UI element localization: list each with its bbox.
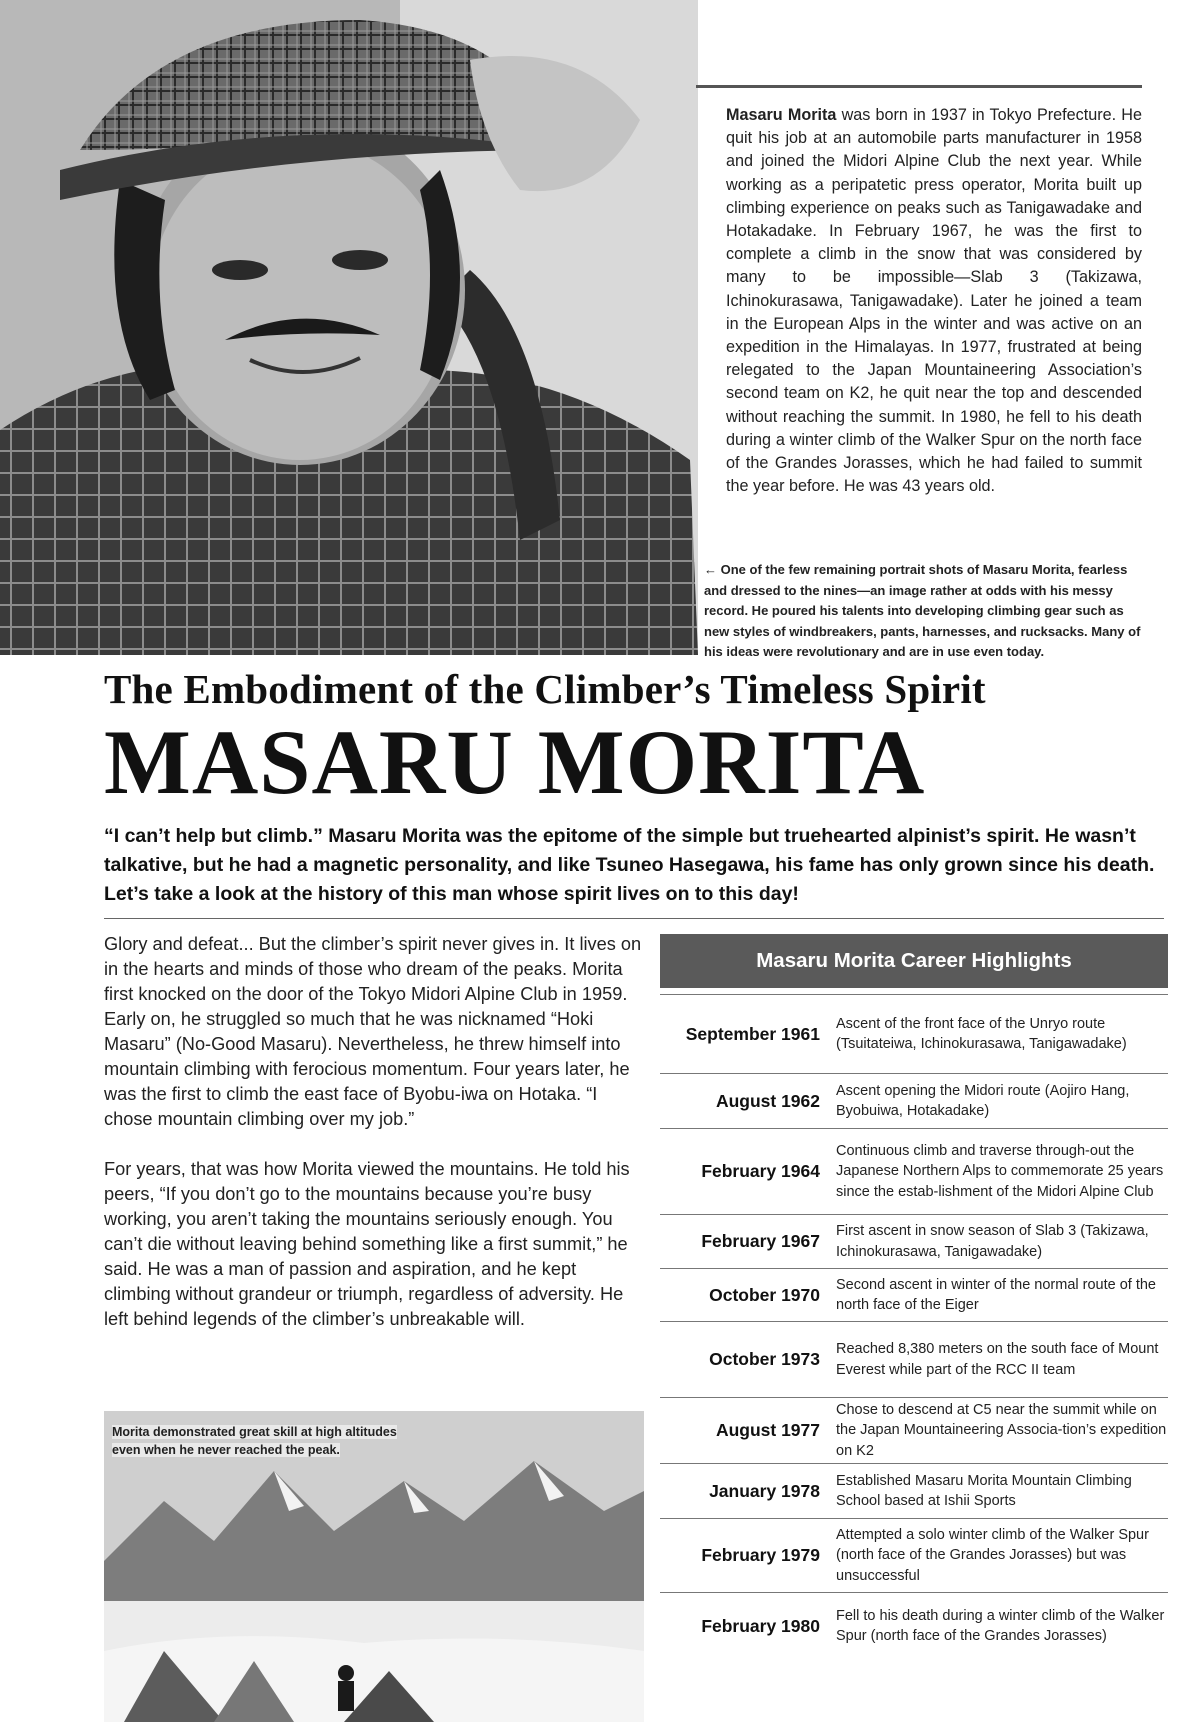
body-paragraph-1: Glory and defeat... But the climber’s spirit never gives in. It lives on in the hearts and minds of those who dream of the peaks. Morita first knocked on the door of the Tokyo Midori Alpine Club in 1959. Early on, he struggled so much that he was nicknamed “Hoki Masaru” (No-Good Masaru). Nevertheless, he threw himself into mountain climbing with ferocious momentum. Four years later, he was the first to climb the east face of Byobu-iwa on Hotaka. “I chose mountain climbing over my job.” [104,934,642,1129]
career-description: Fell to his death during a winter climb of the Walker Spur (north face of the Grandes Jorasses) [836,1607,1165,1644]
career-row [660,1519,1168,1593]
career-description: Chose to descend at C5 near the summit while on the Japan Mountaineering Associa-tion’s expedition on K2 [836,1401,1167,1459]
page-title: MASARU MORITA [104,711,926,813]
portrait-illustration [0,0,698,655]
career-description: Established Masaru Morita Mountain Climbing School based at Ishii Sports [836,1472,1132,1509]
career-description: Attempted a solo winter climb of the Walker Spur (north face of the Grandes Jorasses) but was unsuccessful [836,1526,1149,1584]
bio-text [726,104,1142,498]
body-text [104,932,644,1357]
career-highlights-table [660,934,1168,1659]
subtitle: The Embodiment of the Climber’s Timeless Spirit [104,666,986,712]
career-description: First ascent in snow season of Slab 3 (Takizawa, Ichinokurasawa, Tanigawadake) [836,1223,1149,1260]
career-description: Reached 8,380 meters on the south face of Mount Everest while part of the RCC II team [836,1341,1159,1378]
career-date: August 1962 [715,1090,820,1111]
body-paragraph-2: For years, that was how Morita viewed the mountains. He told his peers, “If you don’t go to the mountains because you’re busy working, you aren’t taking the mountains seriously enough. You can’t die without leaving behind something like a first summit,” he said. He was a man of passion and aspiration, and he kept climbing without grandeur or triumph, regardless of adversity. He left behind legends of the climber’s unbreakable will. [104,1159,630,1329]
career-date: August 1977 [715,1420,820,1440]
career-description: Second ascent in winter of the normal route of the north face of the Eiger [836,1276,1156,1313]
portrait-photo [0,0,698,655]
lead-divider [104,918,1164,919]
bio-top-rule [696,85,1142,88]
career-description: Continuous climb and traverse through-out the Japanese Northern Alps to commemorate 25 years since the estab-lishment of the Midori Alpine Club [836,1142,1164,1200]
career-date: January 1978 [709,1480,820,1501]
career-date: October 1973 [709,1349,820,1369]
career-date: February 1980 [701,1615,820,1636]
career-row [660,1074,1168,1129]
bio-name: Masaru Morita [726,106,837,124]
career-row [660,1398,1168,1464]
career-date: February 1967 [701,1231,820,1251]
career-rows [660,994,1168,1659]
career-date: September 1961 [685,1023,820,1044]
career-row [660,1269,1168,1322]
career-description: Ascent opening the Midori route (Aojiro Hang, Byobuiwa, Hotakadake) [836,1082,1130,1119]
career-date: February 1964 [701,1161,820,1181]
career-header: Masaru Morita Career Highlights [660,934,1168,988]
bio-body: was born in 1937 in Tokyo Prefecture. He quit his job at an automobile parts manufacturer in 1958 and joined the Midori Alpine Club the next year. While working as a peripatetic press operator, Morita built up climbing experience on peaks such as Tanigawadake and Hotakadake. In February 1967, he was the first to complete a climb in the snow that was considered by many to be impossible—Slab 3 (Takizawa, Ichinokurasawa, Tanigawadake). Later he joined a team in the European Alps in the winter and was active on an expedition in the Himalayas. In 1977, frustrated at being relegated to the Japan Mountaineering Association’s second team on K2, he quit near the top and descended without reaching the summit. In 1980, he fell to his death during a winter climb of the Walker Spur on the north face of the Grandes Jorasses, which he had failed to summit the year before. He was 43 years old. [726,106,1143,496]
mountain-photo [104,1411,644,1722]
career-description: Ascent of the front face of the Unryo route (Tsuitateiwa, Ichinokurasawa, Tanigawadake) [836,1015,1127,1052]
career-row [660,1322,1168,1398]
career-row [660,994,1168,1074]
photo-caption-line-2: even when he never reached the peak. [112,1443,340,1457]
career-date: February 1979 [701,1545,820,1565]
photo-caption-line-1: Morita demonstrated great skill at high altitudes [112,1425,397,1439]
lead-paragraph: “I can’t help but climb.” Masaru Morita was the epitome of the simple but truehearted alpinist’s spirit. He wasn’t talkative, but he had a magnetic personality, and like Tsuneo Hasegawa, his fame has only grown since his death. Let’s take a look at the history of this man whose spirit lives on to this day! [104,825,1155,905]
career-date: October 1970 [709,1284,820,1305]
career-row [660,1593,1168,1659]
portrait-caption: ← One of the few remaining portrait shots of Masaru Morita, fearless and dressed to the nines—an image rather at odds with his messy record. He poured his talents into developing climbing gear such as new styles of windbreakers, pants, harnesses, and rucksacks. Many of his ideas were revolutionary and are in use even today. [704,562,1141,659]
career-row [660,1129,1168,1215]
photo-caption [112,1423,472,1459]
career-row [660,1215,1168,1269]
career-row [660,1464,1168,1519]
